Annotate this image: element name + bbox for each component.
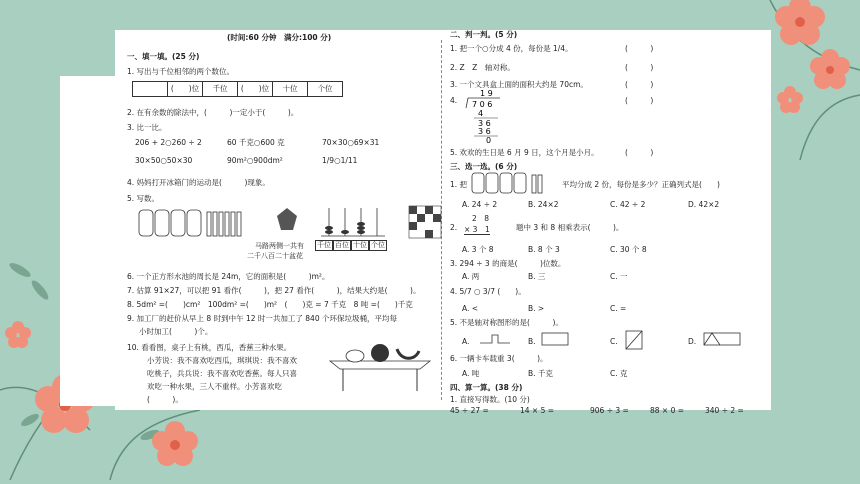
compare-item: 90m²○900dm² — [227, 156, 283, 165]
choose-option[interactable]: B. 8 个 3 — [528, 245, 560, 254]
place-cell: 个位 — [308, 82, 343, 97]
place-cell: 千位 — [203, 82, 238, 97]
choose-1-text: 平均分成 2 份，每份是多少？正确列式是( ) — [562, 180, 720, 189]
svg-text:3 6: 3 6 — [478, 127, 491, 136]
svg-text:1 9: 1 9 — [480, 89, 493, 98]
place-cell: 十位 — [273, 82, 308, 97]
calc-item: 88 × 0 = — [650, 406, 685, 415]
judge-answer[interactable]: ( ) — [625, 80, 654, 89]
choose-option[interactable]: D. — [688, 337, 697, 346]
place-value-table — [132, 81, 343, 97]
choose-1-start: 1. 把 — [450, 180, 468, 189]
choose-option[interactable]: B. 千克 — [528, 369, 553, 378]
back-paper — [60, 76, 120, 406]
choose-2-number: 2. — [450, 223, 458, 232]
judge-answer[interactable]: ( ) — [625, 63, 654, 72]
question-10-line: 小芳说：我不喜欢吃西瓜，琪琪说：我不喜欢 — [147, 356, 297, 365]
judge-5: 5. 欢欢的生日是 6 月 9 日，这个月是小月。 — [450, 148, 599, 157]
section-fill-title: 一、填一填。(25 分) — [127, 52, 200, 61]
place-cell: ( )位 — [168, 82, 203, 97]
fruit-table-illustration — [325, 343, 435, 393]
choose-4: 4. 5/7 ○ 3/7 ( )。 — [450, 287, 526, 296]
choose-option[interactable]: A. 吨 — [462, 369, 480, 378]
question-3: 3. 比一比。 — [127, 123, 167, 132]
abacus-label: 个位 — [371, 241, 385, 249]
question-10: 10. 看看图，桌子上有桃，西瓜，香蕉三种水果。 — [127, 343, 292, 352]
calc-1: 1. 直接写得数。(10 分) — [450, 395, 530, 404]
judge-answer[interactable]: ( ) — [625, 148, 654, 157]
svg-text:7 0 6: 7 0 6 — [472, 100, 493, 109]
choose-option[interactable]: C. 42 ÷ 2 — [610, 200, 646, 209]
choose-6: 6. 一辆卡车载重 3( )。 — [450, 354, 548, 363]
question-1: 1. 写出与千位相邻的两个数位。 — [127, 67, 235, 76]
choose-option[interactable]: A. 3 个 8 — [462, 245, 494, 254]
tree-caption-2: 二千八百二十盆花 — [247, 252, 303, 260]
choose-option[interactable]: C. 30 个 8 — [610, 245, 647, 254]
judge-4: 4. — [450, 96, 458, 105]
choose-2-text: 题中 3 和 8 相乘表示( )。 — [516, 223, 624, 232]
question-6: 6. 一个正方形水池的周长是 24m，它的面积是( )m²。 — [127, 272, 330, 281]
choose-option[interactable]: C. 克 — [610, 369, 628, 378]
question-10-line: 吃桃子，兵兵说：我不喜欢吃香蕉。每人只喜 — [147, 369, 297, 378]
choose-option[interactable]: A. — [462, 337, 470, 346]
choose-option[interactable]: C. 一 — [610, 272, 628, 281]
judge-answer[interactable]: ( ) — [625, 44, 654, 53]
judge-3: 3. 一个文具盒上面的面积大约是 70cm。 — [450, 80, 588, 89]
compare-item: 30×50○50×30 — [135, 156, 193, 165]
judge-answer[interactable]: ( ) — [625, 96, 654, 105]
multiplication-top: 2 8 — [472, 214, 490, 223]
question-9: 9. 加工厂的赶价从早上 8 时到中午 12 时一共加工了 840 个环保垃圾桶，平均每 — [127, 314, 397, 323]
choose-option[interactable]: C. — [610, 337, 618, 346]
multiplication-multiplier: × 3 1 — [464, 225, 490, 234]
abacus-label: 百位 — [335, 241, 349, 249]
place-cell: ( )位 — [238, 82, 273, 97]
section-judge-title: 二、判一判。(5 分) — [450, 30, 518, 39]
abacus-label: 千位 — [317, 241, 331, 249]
svg-text:0: 0 — [486, 136, 492, 145]
question-5: 5. 写数。 — [127, 194, 160, 203]
compare-item: 206 + 2○260 ÷ 2 — [135, 138, 202, 147]
question-4: 4. 妈妈打开冰箱门的运动是( )现象。 — [127, 178, 270, 187]
judge-1: 1. 把一个○分成 4 份，每份是 1/4。 — [450, 44, 573, 53]
choose-option[interactable]: D. 42×2 — [688, 200, 720, 209]
calc-item: 14 × 5 = — [520, 406, 555, 415]
place-cell — [133, 82, 168, 97]
exam-paper — [115, 30, 771, 415]
choose-option[interactable]: C. = — [610, 304, 627, 313]
judge-2: 2. Z Z 轴对称。 — [450, 63, 515, 72]
compare-item: 60 千克○600 克 — [227, 138, 285, 147]
choose-3: 3. 294 ÷ 3 的商是( )位数。 — [450, 259, 566, 268]
choose-option[interactable]: A. < — [462, 304, 479, 313]
choose-option[interactable]: B. 24×2 — [528, 200, 559, 209]
choose-option[interactable]: B. — [528, 337, 536, 346]
long-division-illustration — [464, 88, 504, 144]
abacus-label: 十位 — [353, 241, 367, 249]
section-choose-title: 三、选一选。(6 分) — [450, 162, 518, 171]
choose-option[interactable]: B. 三 — [528, 272, 546, 281]
svg-text:3 6: 3 6 — [478, 119, 491, 128]
tree-caption-1: 马路两侧一共有 — [255, 242, 304, 250]
calc-item: 340 ÷ 2 = — [705, 406, 744, 415]
choose-option[interactable]: A. 24 ÷ 2 — [462, 200, 498, 209]
compare-item: 70×30○69×31 — [322, 138, 380, 147]
question-7: 7. 估算 91×27，可以把 91 看作( )，把 27 看作( )，结果大约是( )。 — [127, 286, 421, 295]
choose-option[interactable]: B. > — [528, 304, 545, 313]
svg-text:4: 4 — [478, 109, 484, 118]
calc-item: 45 ÷ 27 = — [450, 406, 489, 415]
shape-options-illustration — [478, 329, 778, 351]
compare-item: 1/9○1/11 — [322, 156, 358, 165]
choose-5: 5. 不是轴对称图形的是( )。 — [450, 318, 563, 327]
choose-option[interactable]: A. 两 — [462, 272, 480, 281]
question-2: 2. 在有余数的除法中，( )一定小于( )。 — [127, 108, 299, 117]
question-8: 8. 5dm² =( )cm² 100dm² =( )m² ( )克 = 7 千克 8 吨 =( )千克 — [127, 300, 413, 309]
section-calc-title: 四、算一算。(38 分) — [450, 383, 523, 392]
question-9-cont: 小时加工( )个。 — [139, 327, 213, 336]
time-score-header: (时间:60 分钟 满分:100 分) — [227, 33, 332, 42]
question-10-line: 欢吃一种水果，三人不重样。小芳喜欢吃 — [147, 382, 282, 391]
calc-item: 906 ÷ 3 = — [590, 406, 629, 415]
bundles-illustration — [472, 172, 560, 194]
question-10-line: ( )。 — [147, 395, 183, 404]
